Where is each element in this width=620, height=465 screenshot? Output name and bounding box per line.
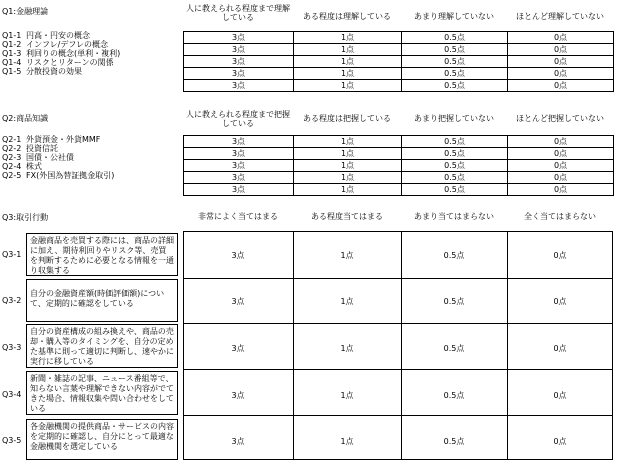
q1-item-label: 円高・円安の概念 [26, 31, 90, 40]
q2-item-label: FX(外国為替証拠金取引) [26, 171, 115, 180]
q2-item-id: Q2-4 [2, 162, 22, 171]
score-cell: 0点 [508, 136, 614, 148]
q3-item-id: Q3-4 [2, 390, 22, 399]
section-title-q3: Q3:取引行動 [2, 213, 49, 222]
q2-header-4: ほとんど把握していない [516, 114, 604, 123]
score-cell: 3点 [184, 184, 294, 196]
q1-item-label: 分散投資の効果 [26, 67, 82, 76]
grid-divider [184, 323, 612, 324]
q3-header-1: 非常によく当てはまる [198, 212, 278, 221]
table-row [184, 56, 614, 68]
score-cell: 1点 [294, 184, 402, 196]
score-cell: 0.5点 [402, 44, 508, 56]
q3-item-id: Q3-3 [2, 343, 22, 352]
score-cell: 1点 [294, 160, 402, 172]
q1-item-id: Q1-2 [2, 40, 22, 49]
q2-score-table [183, 135, 614, 196]
q3-item-id: Q3-5 [2, 436, 22, 445]
q2-item-id: Q2-1 [2, 135, 22, 144]
score-cell: 3点 [184, 172, 294, 184]
score-cell: 0点 [553, 251, 567, 260]
score-cell: 0.5点 [402, 136, 508, 148]
score-cell: 0点 [553, 391, 567, 400]
q1-header-4: ほとんど理解していない [516, 12, 604, 21]
q1-header-2: ある程度は理解している [303, 12, 391, 21]
score-cell: 3点 [184, 44, 294, 56]
q3-item-label: 自分の資産構成の組み換えや、商品の売却・購入等のタイミングを、自分の定めた基準に則って適切に判断し、速やかに実行に移している [26, 324, 178, 368]
score-cell: 0点 [508, 172, 614, 184]
score-cell: 0.5点 [443, 297, 465, 306]
q3-item-id: Q3-2 [2, 296, 22, 305]
q1-item-id: Q1-4 [2, 58, 22, 67]
q1-item-id: Q1-1 [2, 31, 22, 40]
q1-header-3: あまり理解していない [414, 12, 494, 21]
score-cell: 1点 [294, 32, 402, 44]
score-cell: 0点 [508, 80, 614, 92]
q1-item-label: リスクとリターンの関係 [26, 58, 114, 67]
q2-item-id: Q2-5 [2, 171, 22, 180]
q1-item-id: Q1-3 [2, 49, 22, 58]
score-cell: 3点 [184, 148, 294, 160]
score-cell: 3点 [184, 68, 294, 80]
score-cell: 0.5点 [402, 32, 508, 44]
score-cell: 0点 [508, 68, 614, 80]
q2-header-3: あまり把握していない [414, 114, 494, 123]
score-cell: 0.5点 [402, 172, 508, 184]
score-cell: 1点 [340, 251, 354, 260]
q2-item-label: 投資信託 [26, 144, 58, 153]
score-cell: 1点 [294, 68, 402, 80]
score-cell: 3点 [184, 160, 294, 172]
table-row [184, 32, 614, 44]
score-cell: 0.5点 [402, 148, 508, 160]
score-cell: 3点 [231, 344, 245, 353]
score-cell: 1点 [294, 172, 402, 184]
score-cell: 1点 [294, 136, 402, 148]
score-cell: 1点 [294, 56, 402, 68]
q1-item-label: インフレ/デフレの概念 [26, 40, 109, 49]
score-cell: 0.5点 [402, 68, 508, 80]
score-cell: 0点 [553, 344, 567, 353]
q1-item-label: 利回りの概念(単利・複利) [26, 49, 121, 58]
score-cell: 0.5点 [443, 391, 465, 400]
table-row [184, 160, 614, 172]
table-row [184, 44, 614, 56]
q3-item-id: Q3-1 [2, 250, 22, 259]
q1-score-table [183, 31, 614, 92]
q3-item-label: 自分の金融資産額(時価評価額)について、定期的に確認をしている [26, 279, 178, 322]
score-cell: 0.5点 [443, 437, 465, 446]
score-cell: 0.5点 [443, 251, 465, 260]
score-cell: 3点 [184, 32, 294, 44]
q3-item-label: 新聞・雑誌の記事、ニュース番組等で、知らない言葉や理解できない内容がでてきた場合、情報収集や問い合わせをしている [26, 371, 178, 415]
score-cell: 1点 [340, 391, 354, 400]
q1-item-id: Q1-5 [2, 67, 22, 76]
q1-header-1: 人に教えられる程度まで理解している [186, 4, 290, 22]
score-cell: 0.5点 [402, 184, 508, 196]
table-row [184, 148, 614, 160]
score-cell: 0.5点 [402, 160, 508, 172]
table-row [184, 68, 614, 80]
score-cell: 1点 [294, 44, 402, 56]
q2-item-id: Q2-2 [2, 144, 22, 153]
score-cell: 0点 [508, 32, 614, 44]
score-cell: 3点 [231, 297, 245, 306]
q3-item-label: 金融商品を売買する際には、商品の詳細に加え、期待利回りやリスク等、売買を判断するために必要となる情報を一通り収集する [26, 233, 178, 276]
section-title-q2: Q2:商品知識 [2, 114, 49, 123]
score-cell: 0点 [553, 437, 567, 446]
score-cell: 3点 [231, 437, 245, 446]
score-cell: 0.5点 [402, 56, 508, 68]
score-cell: 0点 [553, 297, 567, 306]
score-cell: 1点 [340, 437, 354, 446]
q3-item-label: 各金融機関の提供商品・サービスの内容を定期的に確認し、自分にとって最適な金融機関を選定している [26, 419, 178, 460]
score-cell: 3点 [184, 136, 294, 148]
table-row [184, 80, 614, 92]
q3-header-2: ある程度当てはまる [311, 212, 383, 221]
q2-item-label: 株式 [26, 162, 42, 171]
score-cell: 3点 [184, 56, 294, 68]
score-cell: 3点 [231, 251, 245, 260]
score-cell: 0.5点 [402, 80, 508, 92]
grid-divider [184, 278, 612, 279]
section-title-q1: Q1:金融理論 [2, 7, 49, 16]
q2-header-1: 人に教えられる程度まで把握している [186, 110, 290, 128]
score-cell: 0点 [508, 56, 614, 68]
q3-header-4: 全く当てはまらない [524, 212, 596, 221]
table-row [184, 136, 614, 148]
q3-header-3: あまり当てはまらない [414, 212, 494, 221]
q2-item-label: 国債・公社債 [26, 153, 74, 162]
score-cell: 0点 [508, 148, 614, 160]
table-row [184, 184, 614, 196]
table-row [184, 172, 614, 184]
score-cell: 0点 [508, 44, 614, 56]
grid-divider [184, 415, 612, 416]
q2-header-2: ある程度は把握している [303, 114, 391, 123]
score-cell: 0.5点 [443, 344, 465, 353]
score-cell: 0点 [508, 184, 614, 196]
score-cell: 3点 [231, 391, 245, 400]
score-cell: 1点 [340, 297, 354, 306]
grid-divider [184, 369, 612, 370]
score-cell: 1点 [340, 344, 354, 353]
score-cell: 1点 [294, 148, 402, 160]
score-cell: 0点 [508, 160, 614, 172]
score-cell: 1点 [294, 80, 402, 92]
q2-item-id: Q2-3 [2, 153, 22, 162]
q2-item-label: 外貨預金・外貨MMF [26, 135, 101, 144]
score-cell: 3点 [184, 80, 294, 92]
